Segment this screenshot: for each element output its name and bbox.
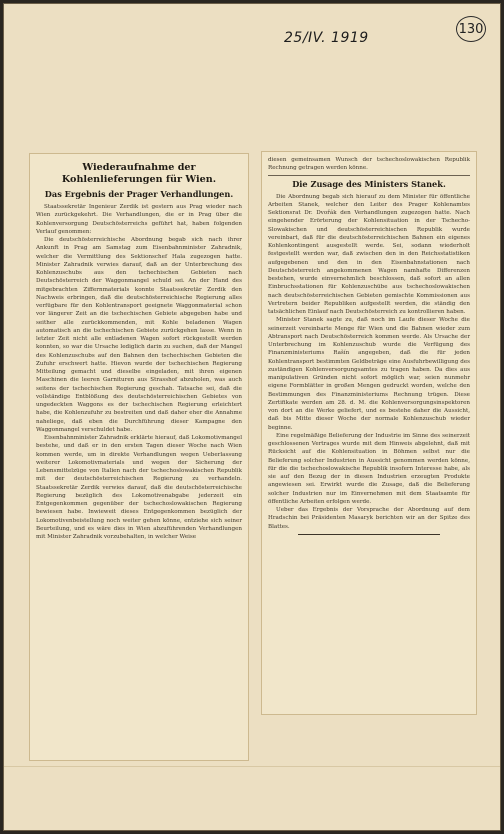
newspaper-clipping-right	[262, 152, 476, 714]
folio-number: 130	[456, 16, 486, 42]
section-subheadline: Die Zusage des Ministers Stanek.	[292, 178, 446, 189]
handwritten-date: 25/IV. 1919	[284, 30, 369, 46]
article-subheadline: Das Ergebnis der Prager Verhandlungen.	[44, 189, 234, 199]
article-paragraph: Die Abordnung begab sich hierauf zu dem Minister für öffentliche Arbeiten Stanek, welcher den Leiter des Prager Kohlenamtes Sektionsrat Dr. Dvořák den Verhandlungen zugezogen hatte. Nach eingehender Erörterung der Kohlensituation in der Tschecho-Slowakischen und deutschösterreichischen Republik wurde vereinbart, daß für die deutschösterreichischen Bahnen ein eigenes Kohlenkontingent ausgestellt werde. Sei, sodann wiederholt festgestellt werden war, daß zwischen den in den Reichsstatistiken aufgegebenen und den in den Eisenbahnstationen nach Deutschösterreich angekommenen Wagen namhafte Differenzen bestehen, wurde einvernehmlich beschlossen, daß sofort an allen Einbruchsstationen für Kohlenzuschübe aus tschechoslowakischen nach deutschösterreichischen Gebieten gemischte Kommissionen aus Vertretern beider Republiken aufgestellt werden, die ständig den tatsächlichen Einlauf nach Deutschösterreich zu kontrollieren haben.	[268, 193, 470, 315]
article-paragraph: Eisenbahnminister Zahradnik erklärte hierauf, daß Lokomotivmangel bestehe, und daß er in den ersten Tagen dieser Woche nach Wien kommen werde, um in direkte Verhandlungen wegen Ueberlassung weiterer Lokomotivmaterials und wegen der Sicherung der Lebensmittelzüge von Italien nach der tschechoslowakischen Republik mit der deutschösterreichischen Regierung zu verhandeln. Staatssekretär Zerdik verwies darauf, daß die deutschösterreichische Regierung bezüglich des Lokomotivenabgabe jederzeit ein Entgegenkommen gegenüber der tschechoslowakischen Regierung bewiesen habe. Inwieweit dieses Entgegenkommen bezüglich der Lokomotivenbeistellung noch weiter gehen könne, entziehe sich seiner Beurteilung, und es wäre dies in Wien abzuführenden Verhandlungen mit Minister Zahradnik vorzubehalten, in welcher Weise	[36, 435, 242, 540]
article-paragraph: Ueber das Ergebnis der Vorsprache der Abordnung auf dem Hradschin bei Präsidenten Masaryk berichten wir an der Spitze des Blattes.	[268, 507, 470, 530]
end-rule	[298, 534, 440, 535]
article-continuation: diesen gemeinsamen Wunsch der tschechoslowakischen Republik Rechnung getragen werden könne.	[268, 156, 470, 176]
article-paragraph: Minister Stanek sagte zu, daß noch im Laufe dieser Woche die seinerzeit vereinbarte Menge für Wien und die Bahnen wieder zum Abtransport nach Deutschösterreich kommen werde. Als Ursache der Unterbrechung im Kohlenzuschub wurde die Verfügung des Finanzministeriums Rašín angegeben, daß die für jeden Kohlentransport bestimmten Geldbeträge eine Ausfuhrbewilligung des zuständigen Kohlenversorgungsamtes zu tragen haben. Da dies aus manipulativen Gründen nicht sofort möglich war, seien nunmehr eigene Formblätter in großen Mengen gedruckt worden, welche den Bestimmungen des Finanzministeriums Rechnung trügen. Diese Zertifikate werden am 28. d. M. die Kohlenversorgungsinspektoren von dort an die Werke geliefert, und es bestehe daher die Aussicht, daß bis Mitte dieser Woche der normale Kohlenzuschub wieder beginne.	[268, 317, 470, 431]
newspaper-clipping-left	[30, 154, 248, 760]
article-paragraph: Eine regelmäßige Belieferung der Industrie im Sinne des seinerzeit geschlossenen Vertrages wurde mit dem Hinweis abgelehnt, daß mit Rücksicht auf die Kohlensituation in Böhmen selbst nur die Belieferung solcher Industrien in Aussicht genommen werden könne, für die die tschechoslowakische Republik insofern Interesse habe, als sie auf den Bezug der in diesen Industrien erzeugten Produkte angewiesen sei. Erwirkt wurde die Zusage, daß die Belieferung solcher Industrien nur im Einvernehmen mit dem Staatsamte für öffentliche Arbeiten erfolgen werde.	[268, 432, 470, 505]
article-paragraph: Staatssekretär Ingenieur Zerdik ist gestern aus Prag wieder nach Wien zurückgekehrt. Die Verhandlungen, die er in Prag über die Kohlenversorgung Deutschösterreichs geführt hat, haben folgenden Verlauf genommen:	[36, 204, 242, 235]
archive-sheet	[3, 3, 501, 831]
paper-fold	[4, 766, 500, 767]
article-paragraph: Die deutschösterreichische Abordnung begab sich nach ihrer Ankunft in Prag am Samstag zum Eisenbahnminister Zahradnik, welcher die Vermittlung des Sektionschef Hala zugezogen hatte. Minister Zahradnik verwies darauf, daß an der Unterbrechung des Kohlenzuschubs aus den tschechischen Gebieten nach Deutschösterreich der Waggonmangel schuld sei. An der Hand des mitgebrachten Ziffernmaterials konnte Staatssekretär Zerdik den Nachweis erbringen, daß die deutschösterreichische Regierung alles verfügbare für den Kohlentransport geeignete Waggonmaterial schon vor längerer Zeit an die tschechischen Gebiete abgegeben habe und seither alle zurückkommenden, mit Kohle beladenen Wagen automatisch an die tschechischen Gebiete zurückgehen lasse. Wenn in letzter Zeit nicht alle entladenen Wagen sofort rückgestellt werden konnten, so war die Ursache lediglich darin zu suchen, daß der Mangel des Kohlenzuschubs auf den Bahnen den tschechischen Gebieten die Zufuhr erschwert hatte. Hievon wurde der tschechischen Regierung Mitteilung gemacht und dieselbe eingeladen, mit ihren eigenen Maschinen die leeren Garnituren aus Strasshof abzuholen, was auch seitens der tschechischen Regierung geschah. Tatsache sei, daß die vollständige Entblößung des deutschösterreichischen Gebietes von ungedeckten Waggons es der tschechischen Regierung erleichtert habe, die Kohlenzufuhr zu bestreiten und daß daher eher die Annahme naheliege, daß eben die Durchführung dieser Kampagne den Waggonmangel verschuldet habe.	[36, 237, 242, 433]
article-headline: Wiederaufnahme der Kohlenlieferungen für Wien.	[61, 162, 217, 185]
